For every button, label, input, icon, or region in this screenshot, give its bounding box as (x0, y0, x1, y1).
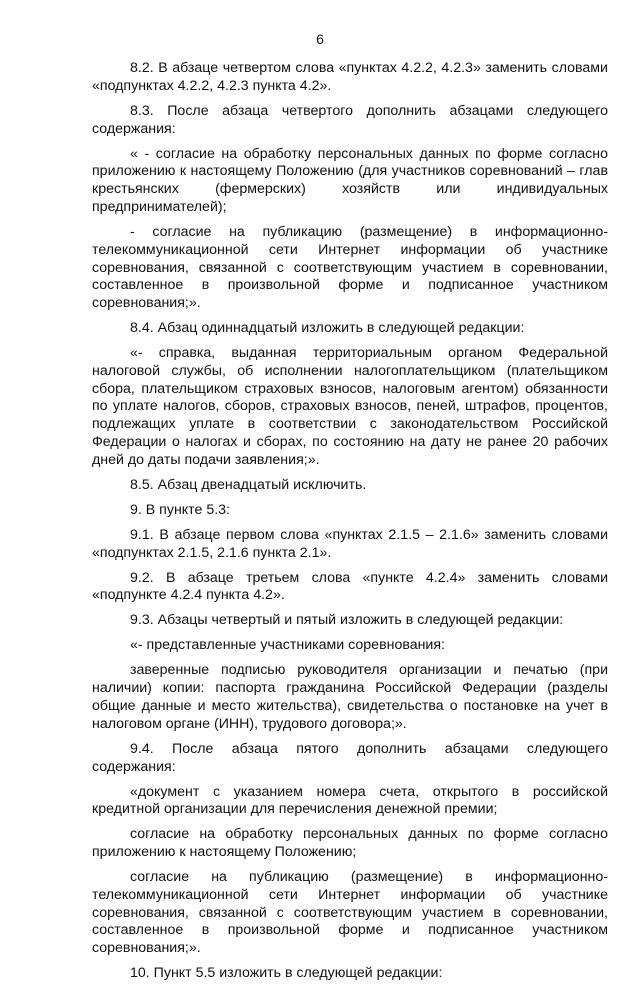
paragraph-consent-publication-2: согласие на публикацию (размещение) в информационно-телекоммуникационной сети Интернет информации об участнике соревнования, связанной с соответствующим участием в соревновании, составленное в произвольной форме и подписанное участником соревнования;». (92, 869, 608, 957)
paragraph-9-4: 9.4. После абзаца пятого дополнить абзацами следующего содержания: (92, 740, 608, 775)
paragraph-consent-publication: - согласие на публикацию (размещение) в информационно-телекоммуникационной сети Интернет информации об участнике соревнования, связанной с соответствующим участием в соревновании, составленное в произвольной форме и подписанное участником соревнования;». (92, 223, 608, 312)
paragraph-8-3: 8.3. После абзаца четвертого дополнить абзацами следующего содержания: (92, 102, 608, 137)
paragraph-10: 10. Пункт 5.5 изложить в следующей редакции: (130, 965, 443, 982)
paragraph-certified-copies: заверенные подписью руководителя организации и печатью (при наличии) копии: паспорта гражданина Российской Федерации (разделы общие данные и место жительства), свидетельства о постановке на учет в налоговом органе (ИНН), трудового договора;». (92, 662, 608, 732)
paragraph-9-3: 9.3. Абзацы четвертый и пятый изложить в следующей редакции: (130, 612, 564, 629)
paragraph-consent-personal-data: « - согласие на обработку персональных данных по форме согласно приложению к настоящему Положению (для участников соревнований – глав крестьянских (фермерских) хозяйств или индивидуальных предпринимателей); (92, 145, 608, 215)
paragraph-8-5: 8.5. Абзац двенадцатый исключить. (130, 476, 367, 493)
paragraph-submitted-docs: «- представленные участниками соревнования: (130, 637, 445, 654)
document-body (92, 60, 608, 990)
paragraph-9-2: 9.2. В абзаце третьем слова «пункте 4.2.4» заменить словами «подпункте 4.2.4 пункта 4.2». (92, 569, 608, 604)
paragraph-consent-personal-data-2: согласие на обработку персональных данных по форме согласно приложению к настоящему Положению; (92, 826, 608, 861)
paragraph-8-2: 8.2. В абзаце четвертом слова «пунктах 4.2.2, 4.2.3» заменить словами «подпунктах 4.2.2, 4.2.3 пункта 4.2». (92, 60, 608, 94)
paragraph-bank-account-doc: «документ с указанием номера счета, открытого в российской кредитной организации для перечисления денежной премии; (92, 783, 608, 818)
paragraph-9: 9. В пункте 5.3: (130, 501, 230, 518)
paragraph-tax-certificate: «- справка, выданная территориальным органом Федеральной налоговой службы, об исполнении налогоплательщиком (плательщиком сбора, плательщиком страховых взносов, налоговым агентом) обязанности по уплате налогов, сборов, страховых взносов, пеней, штрафов, процентов, подлежащих уплате в соответствии с законодательством Российской Федерации о налогах и сборах, по состоянию на дату не ранее 20 рабочих дней до даты подачи заявления;». (92, 345, 608, 468)
page-number: 6 (316, 31, 324, 47)
paragraph-9-1: 9.1. В абзаце первом слова «пунктах 2.1.5 – 2.1.6» заменить словами «подпунктах 2.1.5, 2.1.6 пункта 2.1». (92, 526, 608, 561)
paragraph-8-4: 8.4. Абзац одиннадцатый изложить в следующей редакции: (130, 320, 525, 337)
